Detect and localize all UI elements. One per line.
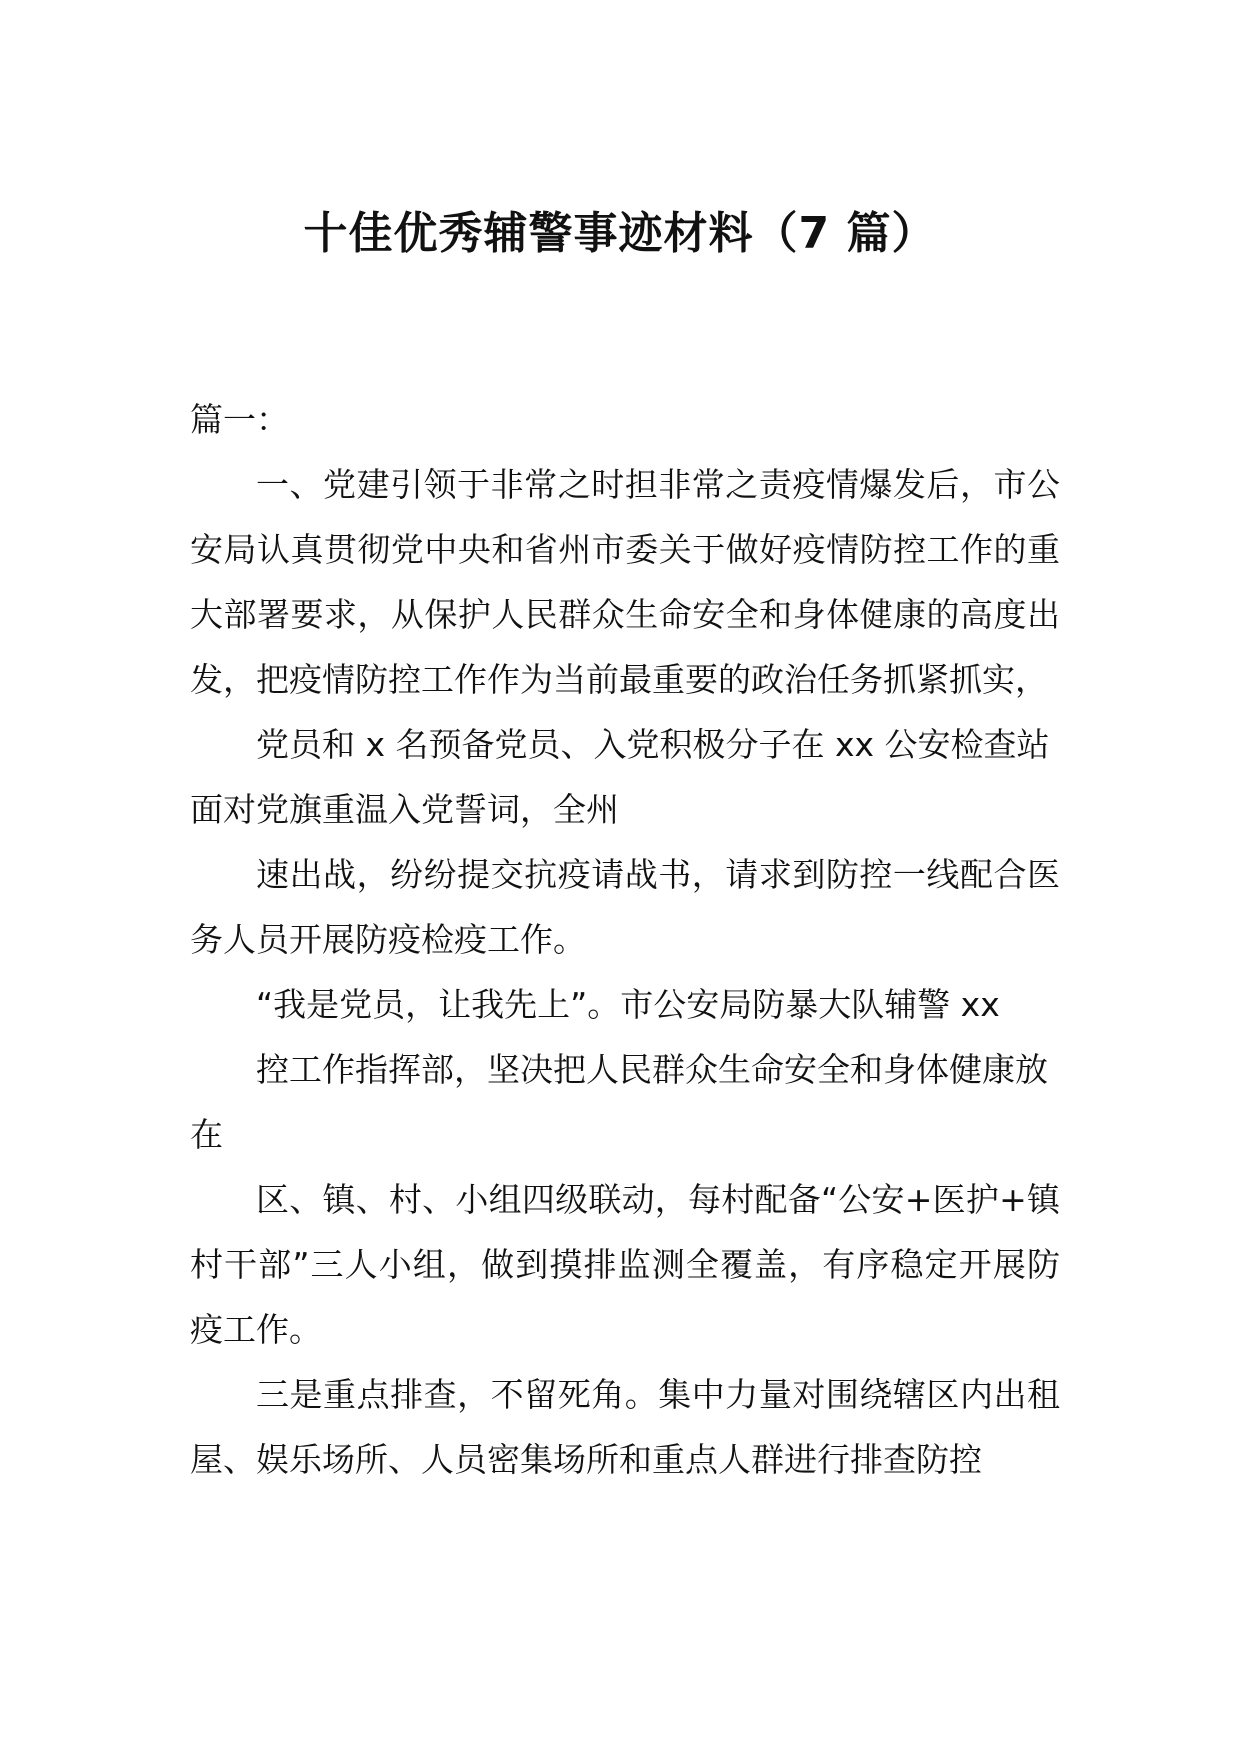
section-heading: 篇一：: [190, 400, 289, 439]
paragraph: 速出战，纷纷提交抗疫请战书，请求到防控一线配合医务人员开展防疫检疫工作。: [190, 855, 1060, 959]
paragraph: 党员和 x 名预备党员、入党积极分子在 xx 公安检查站面对党旗重温入党誓词，全州: [190, 725, 1050, 829]
paragraph: 区、镇、村、小组四级联动，每村配备“公安+医护+镇村干部”三人小组，做到摸排监测全覆盖，有序稳定开展防疫工作。: [190, 1180, 1060, 1349]
paragraph: “我是党员，让我先上”。市公安局防暴大队辅警 xx: [256, 985, 1000, 1024]
paragraph: 控工作指挥部，坚决把人民群众生命安全和身体健康放在: [190, 1050, 1048, 1154]
paragraph: 三是重点排查，不留死角。集中力量对围绕辖区内出租屋、娱乐场所、人员密集场所和重点人群进行排查防控: [190, 1375, 1060, 1479]
paragraph: 一、党建引领于非常之时担非常之责疫情爆发后，市公安局认真贯彻党中央和省州市委关于做好疫情防控工作的重大部署要求，从保护人民群众生命安全和身体健康的高度出发，把疫情防控工作作为当前最重要的政治任务抓紧抓实，: [190, 465, 1060, 699]
document-body: [190, 387, 1060, 1492]
document-title: 十佳优秀辅警事迹材料（7 篇）: [303, 208, 937, 259]
